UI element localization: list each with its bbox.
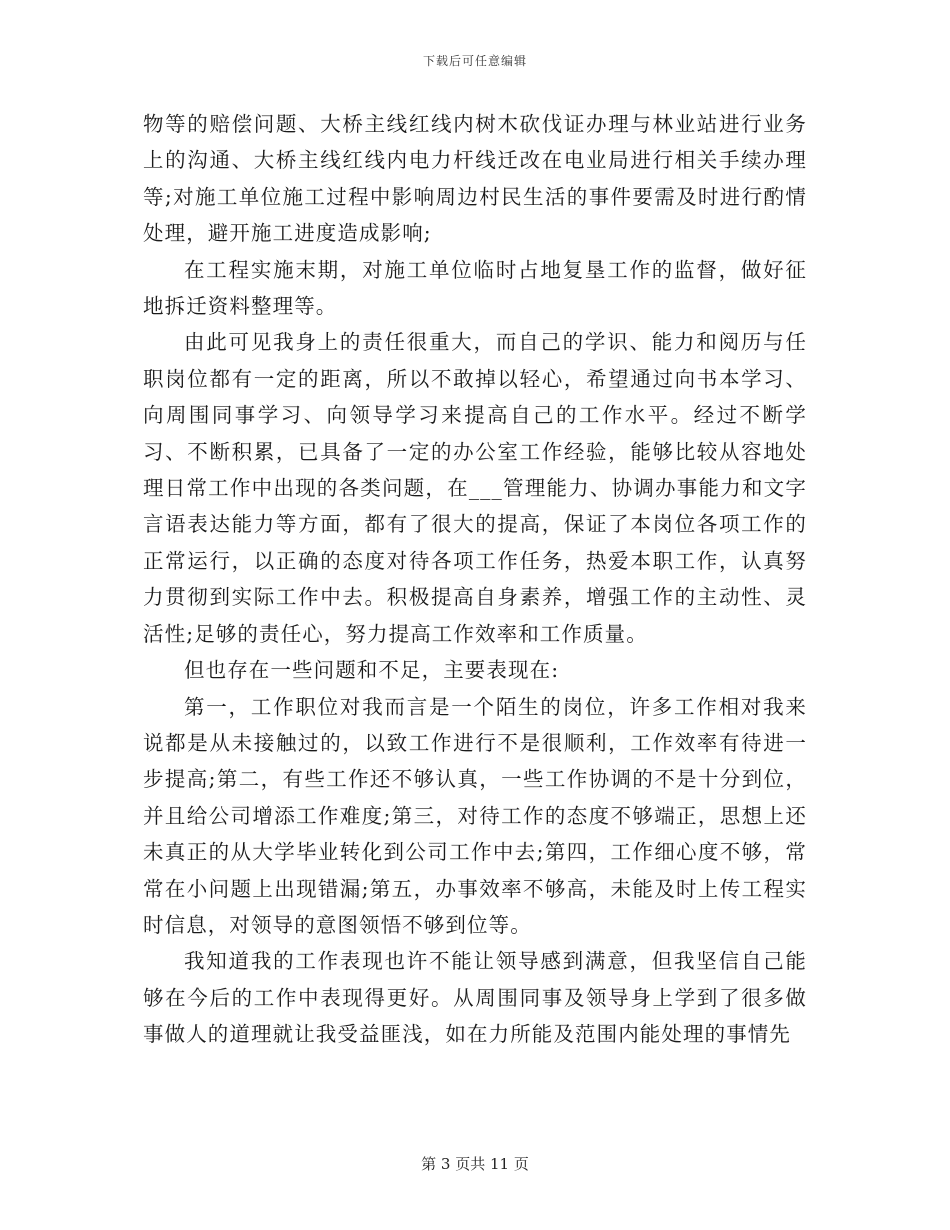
paragraph-1: 物等的赔偿问题、大桥主线红线内树木砍伐证办理与林业站进行业务上的沟通、大桥主线红线内电力杆线迁改在电业局进行相关手续办理等;对施工单位施工过程中影响周边村民生活的事件要需及时进行酌情处理，避开施工进度造成影响; (143, 112, 807, 246)
page-number: 第 3 页共 11 页 (421, 1155, 529, 1173)
paragraph-3: 由此可见我身上的责任很重大，而自己的学识、能力和阅历与任职岗位都有一定的距离，所以不敢掉以轻心，希望通过向书本学习、向周围同事学习、向领导学习来提高自己的工作水平。经过不断学习、不断积累，已具备了一定的办公室工作经验，能够比较从容地处理日常工作中出现的各类问题，在___管理能力、协调办事能力和文字言语表达能力等方面，都有了很大的提高，保证了本岗位各项工作的正常运行，以正确的态度对待各项工作任务，热爱本职工作，认真努力贯彻到实际工作中去。积极提高自身素养，增强工作的主动性、灵活性;足够的责任心，努力提高工作效率和工作质量。 (143, 330, 807, 646)
page-header (0, 52, 950, 69)
paragraph-2: 在工程实施末期，对施工单位临时占地复垦工作的监督，做好征地拆迁资料整理等。 (143, 257, 807, 319)
paragraph-6: 我知道我的工作表现也许不能让领导感到满意，但我坚信自己能够在今后的工作中表现得更好。从周围同事及领导身上学到了很多做事做人的道理就让我受益匪浅，如在力所能及范围内能处理的事情先 (143, 949, 807, 1047)
paragraph-4: 但也存在一些问题和不足，主要表现在: (184, 658, 560, 683)
document-body (143, 106, 807, 1053)
paragraph-5: 第一，工作职位对我而言是一个陌生的岗位，许多工作相对我来说都是从未接触过的，以致工作进行不是很顺利，工作效率有待进一步提高;第二，有些工作还不够认真，一些工作协调的不是十分到位，并且给公司增添工作难度;第三，对待工作的态度不够端正，思想上还未真正的从大学毕业转化到公司工作中去;第四，工作细心度不够，常常在小问题上出现错漏;第五，办事效率不够高，未能及时上传工程实时信息，对领导的意图领悟不够到位等。 (143, 694, 807, 937)
page-footer (0, 1153, 950, 1174)
header-text: 下载后可任意编辑 (422, 54, 527, 68)
